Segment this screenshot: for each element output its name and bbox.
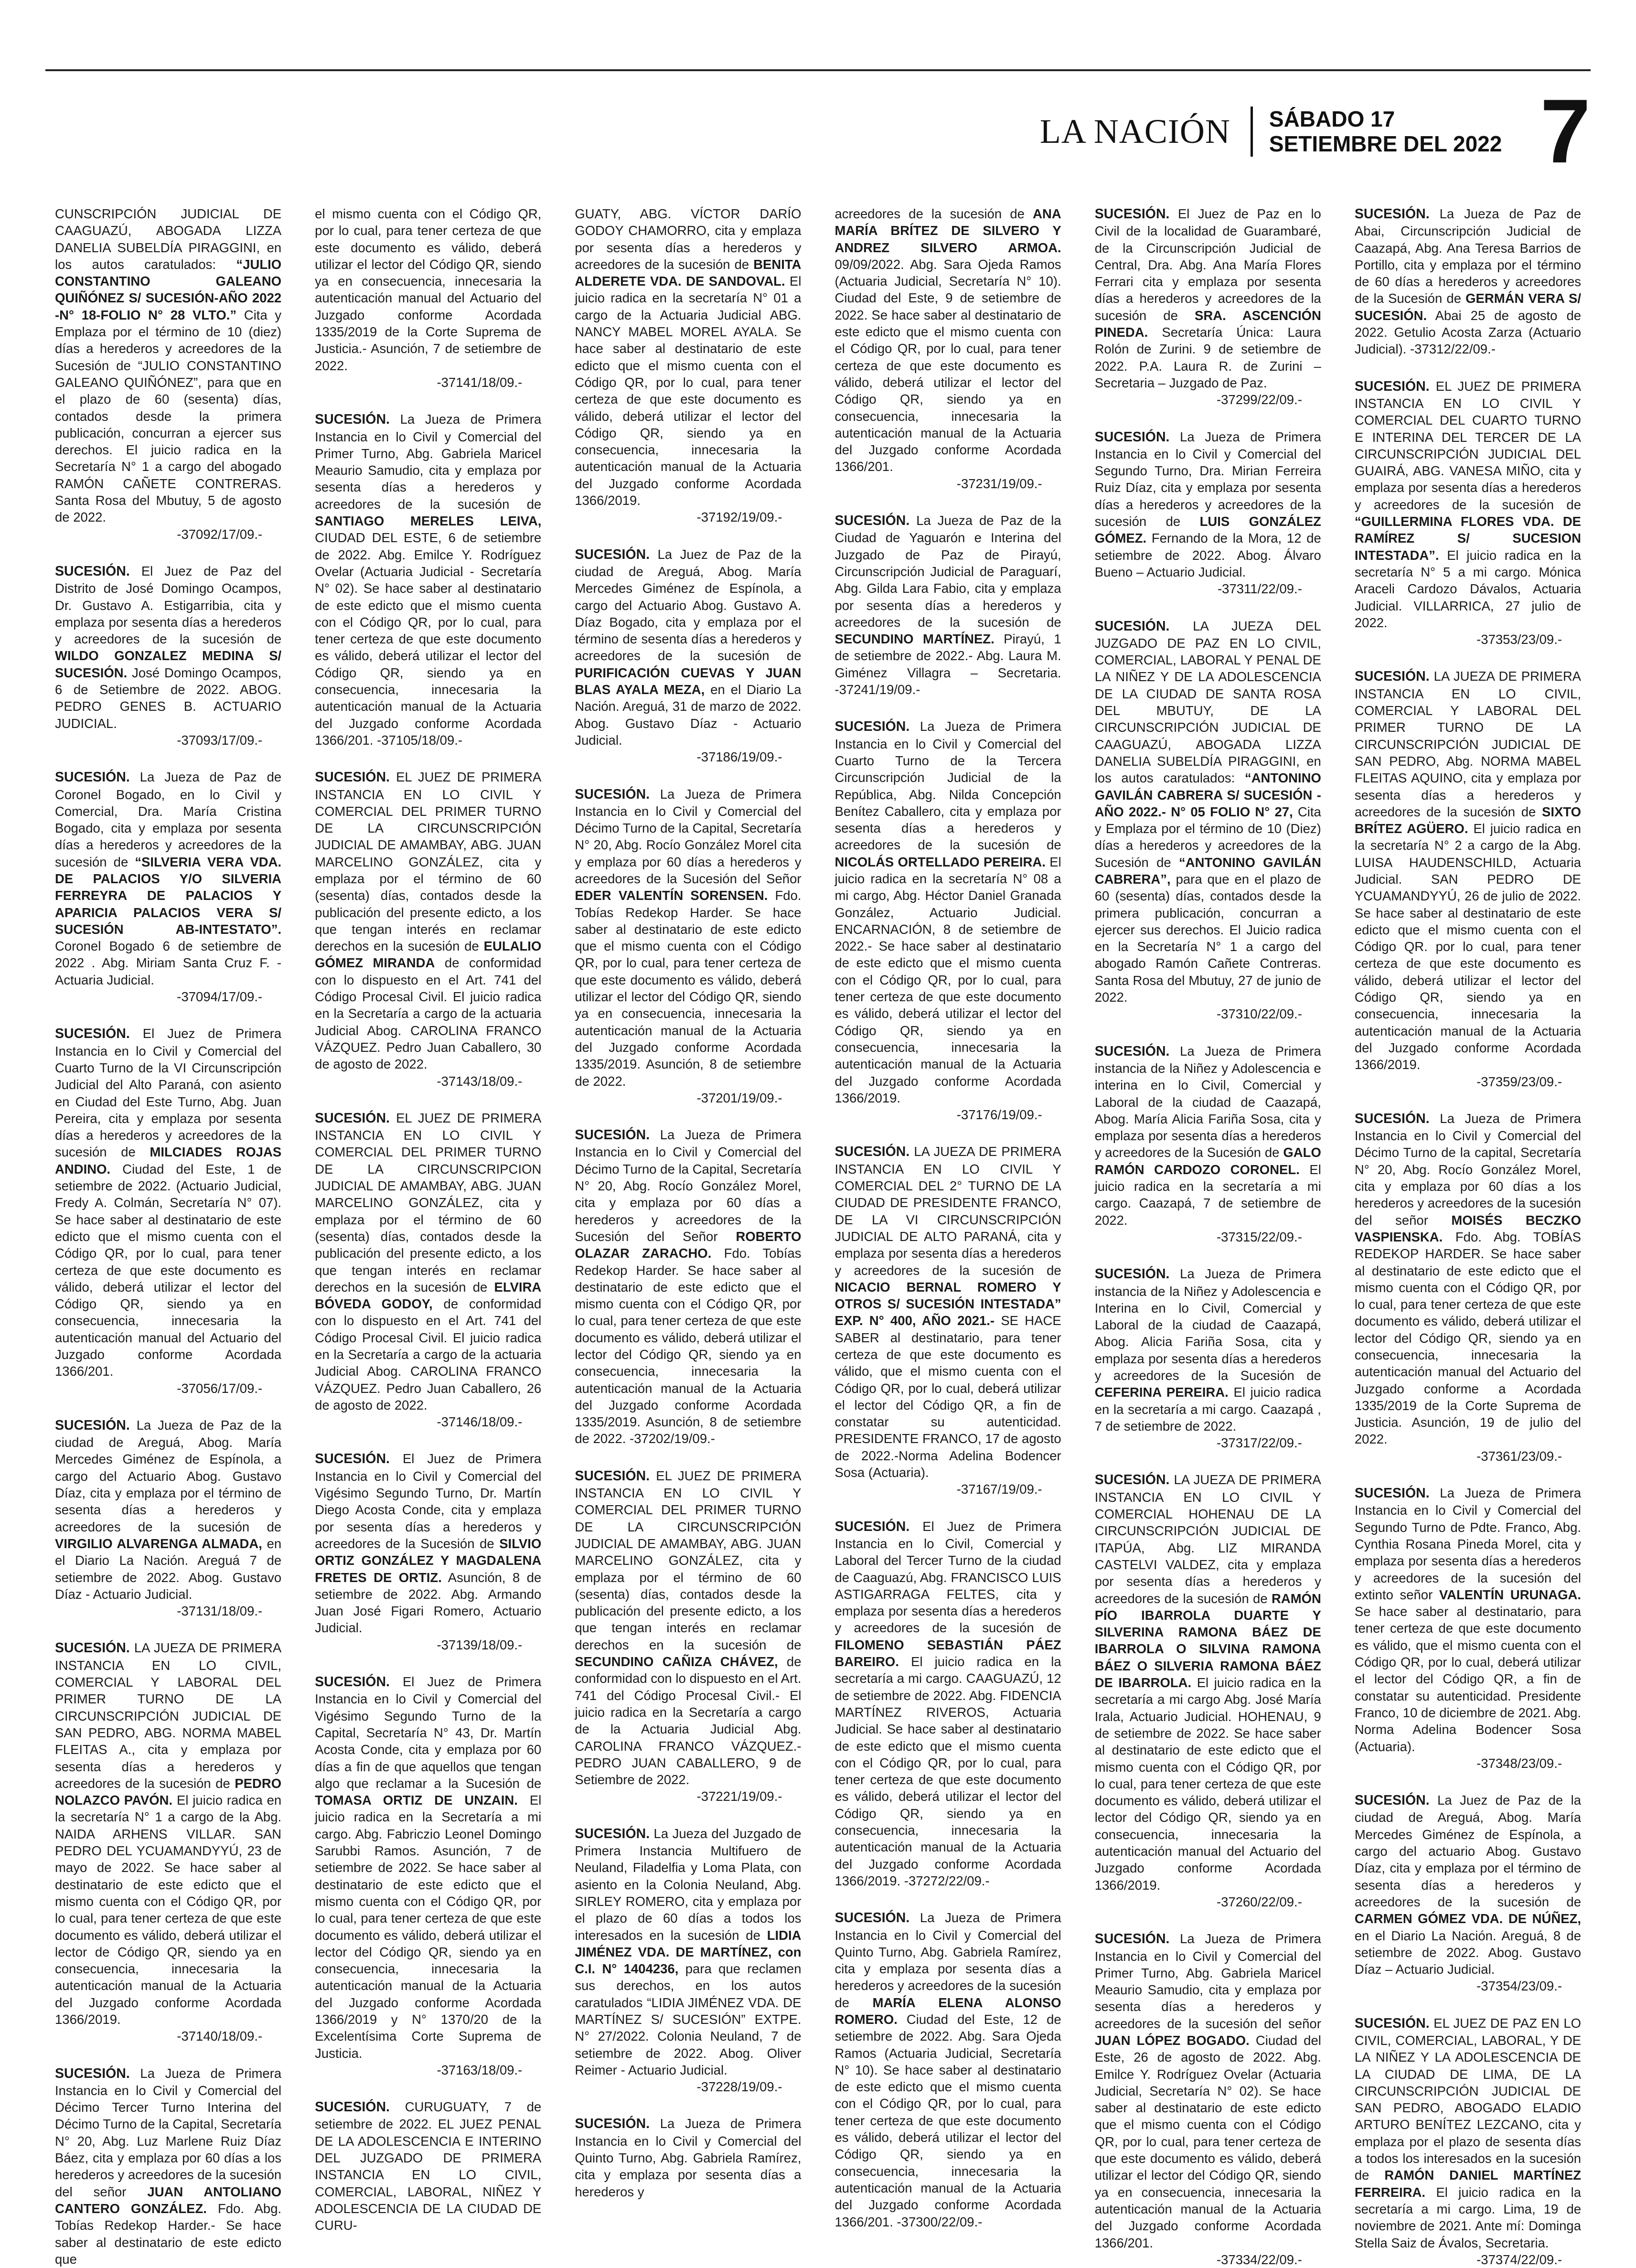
notice-bold-name: ANA MARÍA BRÍTEZ DE SILVERO Y ANDREZ SILVERO ARMOA. [834,206,1061,255]
notice-keyword: SUCESIÓN. [315,412,390,428]
legal-notice [1095,1043,1321,1246]
notice-keyword: SUCESIÓN. [315,770,390,785]
notice-column-2 [315,205,542,2233]
notice-code: -37315/22/09.- [1216,1229,1302,1244]
notice-text: Ciudad del Este, 26 de agosto de 2022. Abg. Emilce Y. Rodríguez Ovelar (Actuaria Judicial, Secretaría N° 02). Se hace saber al destinatario de este edicto que el mismo cuenta con el Código QR, por lo cual, para tener certeza de que este documento es válido, deberá utilizar el lector del Código QR, siendo ya en consecuencia, innecesaria la autenticación manual de la Actuaria del Juzgado conforme Acordada 1366/201. [1094,2033,1321,2250]
notice-code: -37231/19/09.- [956,476,1042,491]
notice-bold-name: TOMASA ORTIZ DE UNZAIN. [315,1793,518,1808]
legal-notice [835,1143,1061,1498]
notice-bold-name: ROBERTO OLAZAR ZARACHO. [575,1229,802,1261]
notice-bold-name: GALO RAMÓN CARDOZO CORONEL. [1094,1145,1321,1177]
notice-code: -37093/17/09.- [177,732,263,748]
notice-bold-name: CARMEN GÓMEZ VDA. DE NÚÑEZ, [1354,1911,1582,1926]
notice-text: El Juez de Primera Instancia en lo Civil y Comercial del Vigésimo Segundo Turno de la Capital, Secretaría N° 43, Dr. Martín Acosta Conde, cita y emplaza por 60 días a fin de que aquellos que tengan algo que reclamar a la Sucesión de [315,1674,542,1791]
notice-text: CIUDAD DEL ESTE, 6 de setiembre de 2022. Abg. Emilce Y. Rodríguez Ovelar (Actuaria Judicial - Secretaría N° 02). Se hace saber al destinatario de este edicto que el mismo cuenta con el Código QR, por lo cual, para tener certeza de que este documento es válido, deberá utilizar el lector del Código QR, siendo ya en consecuencia, innecesaria la autenticación manual de la Actuaria del Juzgado conforme Acordada 1366/201. -37105/18/09.- [315,530,542,748]
notice-text: EL JUEZ DE PAZ EN LO CIVIL, COMERCIAL, LABORAL, Y DE LA NIÑEZ Y LA ADOLESCENCIA DE LA CIUDAD DE LIMA, DE LA CIRCUNSCRIPCIÓN JUDICIAL DE SAN PEDRO, ABOGADO ELADIO ARTURO BENÍTEZ LEZCANO, cita y emplaza por el plazo de sesenta días a todos los interesados en la sucesión de [1354,2015,1582,2183]
notice-bold-name: SIXTO BRÍTEZ AGÜERO. [1354,804,1582,836]
notice-keyword: SUCESIÓN. [315,1451,390,1467]
notice-text: de conformidad con lo dispuesto en el Art. 741 del Código Procesal Civil. El juicio radica en la Secretaría a cargo de la actuaria Judicial Abog. CAROLINA FRANCO VÁZQUEZ. Pedro Juan Caballero, 26 de agosto de 2022. [315,1296,542,1412]
notice-keyword: SUCESIÓN. [834,719,910,735]
notice-bold-name: NICACIO BERNAL ROMERO Y OTROS S/ SUCESIÓN INTESTADA” EXP. N° 400, AÑO 2021.- [834,1279,1061,1328]
notice-code: -37139/18/09.- [437,1637,523,1652]
notice-bold-name: PEDRO NOLAZCO PAVÓN. [55,1776,282,1808]
notice-text: El juicio radica en la secretaría a mi cargo. Lima, 19 de noviembre de 2021. Ante mí: Dominga Stella Saiz de Ávalos, Secretaria. [1354,2184,1582,2250]
notice-text: El Juez de Primera Instancia en lo Civil, Comercial y Laboral del Tercer Turno de la ciudad de Caaguazú, Abg. FRANCISCO LUIS ASTIGARRAGA FELTES, cita y emplaza por sesenta días a herederos y acreedores de la sucesión de [834,1519,1061,1636]
notice-keyword: SUCESIÓN. [55,2065,130,2081]
notice-keyword: SUCESIÓN. [1094,206,1170,222]
legal-notice [1095,205,1321,408]
notice-text: de conformidad con lo dispuesto en el Art. 741 del Código Procesal Civil. El juicio radica en la Secretaría a cargo de la actuaria Judicial Abog. CAROLINA FRANCO VÁZQUEZ. Pedro Juan Caballero, 30 de agosto de 2022. [315,955,542,1072]
notice-text: GUATY, ABG. VÍCTOR DARÍO GODOY CHAMORRO, cita y emplaza por sesenta días a herederos y acreedores de la sucesión de [575,206,802,272]
notice-text: La Jueza del Juzgado de Primera Instancia Multifuero de Neuland, Filadelfia y Loma Plata, con asiento en la Colonia Neuland, Abg. SIRLEY ROMERO, cita y emplaza por el plazo de 60 días a todos los interesados en la sucesión de [575,1826,802,1943]
notice-text: El juicio radica en la secretaría a mi cargo. Caazapá , 7 de setiembre de 2022. [1094,1385,1321,1434]
notice-code: -37260/22/09.- [1216,1894,1302,1909]
notice-text: El juicio radica en la secretaría N° 2 a cargo de la Abg. LUISA HAUDENSCHILD, Actuaria Judicial. SAN PEDRO DE YCUAMANDYYÚ, 26 de julio de 2022. Se hace saber al destinatario de este edicto que el mismo cuenta con el Código QR. por lo cual, para tener certeza de que este documento es válido, deberá utilizar el lector del Código QR, siendo ya en consecuencia, innecesaria la autenticación manual de la Actuaria del Juzgado conforme Acordada 1366/2019. [1354,821,1582,1072]
notice-bold-name: WILDO GONZALEZ MEDINA S/ SUCESIÓN. [55,648,282,680]
notice-text: el mismo cuenta con el Código QR, por lo cual, para tener certeza de que este documento es válido, deberá utilizar el lector del Código QR, siendo ya en consecuencia, innecesaria la autenticación manual del Actuario del Juzgado conforme Acordada 1335/2019 de la Corte Suprema de Justicia.- Asunción, 7 de setiembre de 2022. [315,206,542,373]
notice-text: El Juez de Primera Instancia en lo Civil y Comercial del Vigésimo Segundo Turno, Dr. Martín Diego Acosta Conde, cita y emplaza por sesenta días a herederos y acreedores de la Sucesión de [315,1451,542,1551]
notice-text: acreedores de la sucesión de [834,206,1033,221]
notice-bold-name: SECUNDINO MARTÍNEZ. [834,631,994,647]
notice-text: La Jueza de Primera Instancia en lo Civil y Comercial del Décimo Turno de la Capital, Secretaría N° 20, Abg. Rocío González Morel, cita y emplaza por 60 días a herederos y acreedores de la Sucesión del Señor [575,1127,802,1244]
notice-text: La Jueza de Paz de Coronel Bogado, en lo Civil y Comercial, Dra. María Cristina Bogado, cita y emplaza por sesenta días a herederos y acreedores de la sucesión de [55,770,282,869]
notice-text: El Juez de Paz del Distrito de José Domingo Ocampos, Dr. Gustavo A. Estigarribia, cita y emplaza por sesenta días a herederos y acreedores de la sucesión de [55,563,282,647]
notice-column-3 [575,205,802,2199]
notice-code: -37228/19/09.- [696,2079,782,2095]
legal-notice [315,411,541,749]
notice-text: José Domingo Ocampos, 6 de Setiembre de 2022. ABOG. PEDRO GENES B. ACTUARIO JUDICIAL. [55,665,282,731]
legal-notice [55,1417,281,1620]
legal-notice [835,512,1061,698]
legal-notice [1095,1265,1321,1451]
legal-notice [575,546,801,766]
notice-bold-name: “GUILLERMINA FLORES VDA. DE RAMÍREZ S/ SUCESION INTESTADA”. [1354,514,1582,563]
notice-text: en el Diario La Nación. Areguá 7 de setiembre de 2022. Abog. Gustavo Díaz - Actuario Judicial. [55,1536,282,1602]
notice-bold-name: “JULIO CONSTANTINO GALEANO QUIÑÓNEZ S/ SUCESIÓN-AÑO 2022 -N° 18-FOLIO N° 28 VLTO.” [55,257,282,322]
notice-text: CUNSCRIPCIÓN JUDICIAL DE CAAGUAZÚ, ABOGADA LIZZA DANELIA SUBELDÍA PIRAGGINI, en los autos caratulados: [55,206,282,272]
legal-notice [575,1126,801,1447]
legal-notice [55,1639,281,2044]
notice-bold-name: “ANTONINO GAVILÁN CABRERA”, [1094,855,1321,887]
legal-notice [835,1518,1061,1890]
legal-notice [835,718,1061,1123]
notice-bold-name: CEFERINA PEREIRA. [1094,1385,1229,1400]
notice-bold-name: BENITA ALDERETE VDA. DE SANDOVAL. [575,257,802,289]
notice-code: -37348/23/09.- [1476,1755,1562,1771]
notice-text: Cita y Emplaza por el término de 10 (Diez) días a herederos y acreedores de la Sucesión de [1094,804,1321,870]
notice-text: El juicio radica en la secretaría a mi cargo Abg. José María Irala, Actuario Judicial. HOHENAU, 9 de setiembre de 2022. Se hace saber al destinatario de este edicto que el mismo cuenta con el Código QR, por lo cual, para tener certeza de que este documento es válido, deberá utilizar el lector del Código QR, siendo ya en consecuencia, innecesaria la autenticación manual del Actuario del Juzgado conforme Acordada 1366/2019. [1094,1675,1321,1893]
notice-text: Secretaría Única: Laura Rolón de Zurini. 9 de setiembre de 2022. P.A. Laura R. de Zurini – Secretaria – Juzgado de Paz. [1094,325,1321,390]
notice-bold-name: ELVIRA BÓVEDA GODOY, [315,1279,542,1312]
legal-notice [55,205,281,543]
notice-column-1 [55,205,282,2267]
notice-keyword: SUCESIÓN. [1094,1043,1170,1059]
notice-code: -37299/22/09.- [1216,392,1302,407]
notice-bold-name: LUIS GONZÁLEZ GÓMEZ. [1094,514,1321,546]
notice-keyword: SUCESIÓN. [834,1910,910,1926]
notice-text: CURUGUATY, 7 de setiembre de 2022. EL JUEZ PENAL DE LA ADOLESCENCIA E INTERINO DEL JUZGADO DE PRIMERA INSTANCIA EN LO CIVIL, COMERCIAL, LABORAL, NIÑEZ Y ADOLESCENCIA DE LA CIUDAD DE CURU- [315,2099,542,2233]
notice-text: Pirayú, 1 de setiembre de 2022.- Abg. Laura M. Giménez Villagra – Secretaria. -37241/19/09.- [834,631,1061,697]
notice-text: La Jueza de Primera Instancia en lo Civil y Comercial del Décimo Tercer Turno Interina del Décimo Turno de la Capital, Secretaría N° 20, Abg. Luz Marlene Ruiz Díaz Báez, cita y emplaza por 60 días a los herederos y acreedores de la sucesión del señor [55,2065,282,2199]
notice-keyword: SUCESIÓN. [55,1026,130,1042]
notice-bold-name: VIRGILIO ALVARENGA ALMADA, [55,1536,262,1551]
notice-bold-name: “ANTONINO GAVILÁN CABRERA S/ SUCESIÓN - AÑO 2022.- N° 05 FOLIO N° 27, [1094,770,1321,819]
legal-notice [1095,618,1321,1023]
notice-bold-name: NICOLÁS ORTELLADO PEREIRA. [834,854,1046,869]
notice-keyword: SUCESIÓN. [315,1674,390,1690]
notice-code: -37354/23/09.- [1476,1979,1562,1994]
notice-text: SE HACE SABER al destinatario, para tener certeza de que este documento es válido, que el mismo cuenta con el Código QR, por lo cual, deberá utilizar el lector del Código QR, a fin de constatar su autenticidad. PRESIDENTE FRANCO, 17 de agosto de 2022.-Norma Adelina Bodencer Sosa (Actuaria). [834,1313,1061,1480]
notice-bold-name: SILVIO ORTIZ GONZÁLEZ Y MAGDALENA FRETES DE ORTIZ. [315,1536,542,1585]
notice-code: -37221/19/09.- [696,1789,782,1804]
notice-text: Fdo. Tobías Redekop Harder. Se hace saber al destinatario de este edicto que el mismo cuenta con el Código QR, por lo cual, para tener certeza de que este documento es válido, deberá utilizar el lector del Código QR, siendo ya en consecuencia, innecesaria la autenticación manual de la Actuaria del Juzgado conforme Acordada 1335/2019. Asunción, 8 de setiembre de 2022. [575,888,802,1089]
notice-text: Asunción, 8 de setiembre de 2022. Abg. Armando Juan José Figari Romero, Actuario Judicial. [315,1570,542,1636]
notice-bold-name: JUAN ANTOLIANO CANTERO GONZÁLEZ. [55,2184,282,2216]
notice-code: -37167/19/09.- [956,1482,1042,1497]
notice-text: LA JUEZA DE PRIMERA INSTANCIA EN LO CIVIL, COMERCIAL Y LABORAL DEL PRIMER TURNO DE LA CIRCUNSCRIPCIÓN JUDICIAL DE SAN PEDRO, Abg. NORMA MABEL FLEITAS AQUINO, cita y emplaza por sesenta días a herederos y acreedores de la sucesión de [1354,669,1582,819]
legal-notice [575,786,801,1107]
notice-text: EL JUEZ DE PRIMERA INSTANCIA EN LO CIVIL Y COMERCIAL DEL PRIMER TURNO DE LA CIRCUNSCRIPCIÓN JUDICIAL DE AMAMBAY, ABG. JUAN MARCELINO GONZÁLEZ, cita y emplaza por el término de 60 (sesenta) días, contados desde la publicación del presente edicto, a los que tengan interés en reclamar derechos en la sucesión de [315,770,542,954]
notice-text: para que reclamen sus derechos, en los autos caratulados “LIDIA JIMÉNEZ VDA. DE MARTÍNEZ S/ SUCESIÓN” EXTPE. N° 27/2022. Colonia Neuland, 7 de setiembre de 2022. Abog. Oliver Reimer - Actuario Judicial. [575,1961,802,2077]
notice-keyword: SUCESIÓN. [1094,1472,1170,1488]
notice-text: Abai 25 de agosto de 2022. Getulio Acosta Zarza (Actuario Judicial). -37312/22/09.- [1354,308,1582,357]
notice-text: El juicio radica en la Secretaría a mi cargo. Abg. Fabriczio Leonel Domingo Sarubbi Ramos. Asunción, 7 de setiembre de 2022. Se hace saber al destinatario de este edicto que el mismo cuenta con el Código QR, por lo cual, para tener certeza de que este documento es válido, deberá utilizar el lector del Código QR, siendo ya en consecuencia, innecesaria la autenticación manual de la Actuaria del Juzgado conforme Acordada 1366/2019 y N° 1370/20 de la Excelentísima Corte Suprema de Justicia. [315,1793,542,2061]
notice-keyword: SUCESIÓN. [55,563,130,579]
notice-bold-name: MARÍA ELENA ALONSO ROMERO. [834,1995,1061,2027]
notice-code: -37141/18/09.- [437,374,523,390]
notice-text: La Jueza de Primera instancia de la Niñez y Adolescencia e interina en lo Civil, Comercial y Laboral de la ciudad de Caazapá, Abog. María Alicia Fariña Sosa, cita y emplaza por sesenta días a herederos y acreedores de la Sucesión de [1094,1043,1321,1160]
notice-text: La Juez de Paz de la ciudad de Areguá, Abog. María Mercedes Giménez de Espínola, a cargo del actuario Abog. Gustavo Díaz, cita y emplaza por el término de sesenta días a herederos y acreedores de la sucesión de [1354,1793,1582,1909]
notice-code: -37131/18/09.- [177,1604,263,1619]
notice-text: EL JUEZ DE PRIMERA INSTANCIA EN LO CIVIL Y COMERCIAL DEL CUARTO TURNO E INTERINA DEL TERCER DE LA CIRCUNSCRIPCIÓN JUDICIAL DEL GUAIRÁ, ABG. VANESA MIÑO, cita y emplaza por sesenta días a herederos y acreedores de la sucesión de [1354,378,1582,512]
notice-code: -37192/19/09.- [696,510,782,525]
notice-code: -37310/22/09.- [1216,1006,1302,1022]
notice-text: La Jueza de Paz de la Ciudad de Yaguarón e Interina del Juzgado de Paz de Pirayú, Circunscripción Judicial de Paraguarí, Abg. Gilda Lara Fabio, cita y emplaza por sesenta días a herederos y acreedores de la sucesión de [834,513,1061,630]
notice-keyword: SUCESIÓN. [55,1417,130,1433]
notice-keyword: SUCESIÓN. [1354,669,1430,685]
notice-code: -37163/18/09.- [437,2062,523,2077]
legal-notice [1355,205,1581,358]
notice-text: El juicio radica en la secretaría N° 5 a mi cargo. Mónica Araceli Cardozo Dávalos, Actuaria Judicial. VILLARRICA, 27 julio de 2022. [1354,547,1582,630]
notice-text: Fdo. Abg. TOBÍAS REDEKOP HARDER. Se hace saber al destinatario de este edicto que el mismo cuenta con el Código QR, por lo cual, para tener certeza de que este documento es válido, deberá utilizar el lector del Código QR, siendo ya en consecuencia, innecesaria la autenticación manual del Actuario del Juzgado conforme a Acordada 1335/2019 de la Corte Suprema de Justicia. Asunción, 19 de julio del 2022. [1354,1229,1582,1447]
notice-text: LA JUEZA DEL JUZGADO DE PAZ EN LO CIVIL, COMERCIAL, LABORAL Y PENAL DE LA NIÑEZ Y DE LA ADOLESCENCIA DE LA CIUDAD DE SANTA ROSA DEL MBUTUY, DE LA CIRCUNSCRIPCIÓN JUDICIAL DE CAAGUAZÚ, ABOGADA LIZZA DANELIA SUBELDÍA PIRAGGINI, en los autos caratulados: [1094,618,1321,786]
masthead-divider [1251,107,1253,157]
notice-text: El juicio radica en la secretaría N° 1 a cargo de la Abg. NAIDA ARHENS VILLAR. SAN PEDRO DEL YCUAMANDYYÚ, 23 de mayo de 2022. Se hace saber al destinatario de este edicto que el mismo cuenta con el Código QR, por lo cual, para tener certeza de que este documento es válido, deberá utilizar el lector de Código QR, siendo ya en consecuencia, innecesaria la autenticación manual de la Actuaria del Juzgado conforme Acordada 1366/2019. [55,1793,282,2027]
top-rule [45,69,1591,71]
notice-code: -37317/22/09.- [1216,1435,1302,1451]
legal-notice [575,2115,801,2200]
issue-date [1269,107,1502,156]
notice-text: El juicio radica en la secretaría N° 01 a cargo de la Actuaria Judicial ABG. NANCY MABEL MOREL AYALA. Se hace saber al destinatario de este edicto que el mismo cuenta con el Código QR, por lo cual, para tener certeza de que este documento es válido, deberá utilizar el lector del Código QR, siendo ya en consecuencia, innecesaria la autenticación manual de la Actuaria del Juzgado conforme Acordada 1366/2019. [575,274,802,508]
notice-keyword: SUCESIÓN. [55,770,130,785]
notice-code: -37311/22/09.- [1218,581,1302,597]
notice-text: LA JUEZA DE PRIMERA INSTANCIA EN LO CIVIL Y COMERCIAL HOHENAU DE LA CIRCUNSCRIPCIÓN JUDICIAL DE ITAPÚA, Abg. LIZ MIRANDA CASTELVI VALDEZ, cita y emplaza por sesenta días a herederos y acreedores de la sucesión de [1094,1472,1321,1606]
notice-text: LA JUEZA DE PRIMERA INSTANCIA EN LO CIVIL, COMERCIAL Y LABORAL DEL PRIMER TURNO DE LA CIRCUNSCRIPCIÓN JUDICIAL DE SAN PEDRO, ABG. NORMA MABEL FLEITAS A., cita y emplaza por sesenta días a herederos y acreedores de la sucesión de [55,1640,282,1791]
notice-keyword: SUCESIÓN. [1094,1266,1170,1282]
notice-keyword: SUCESIÓN. [1094,618,1170,634]
notice-code: -37361/23/09.- [1476,1448,1562,1464]
issue-date-day: SÁBADO 17 [1269,107,1395,131]
notice-keyword: SUCESIÓN. [1354,206,1430,222]
notice-code: -37186/19/09.- [696,749,782,765]
notice-text: La Jueza de Primera Instancia en lo Civil y Comercial del Décimo Turno de la capital, Secretaría N° 20, Abg. Rocío González Morel, cita y emplaza por 60 días a los herederos y acreedores de la sucesión del señor [1354,1111,1582,1228]
notice-text: La Jueza de Paz de la ciudad de Areguá, Abog. María Mercedes Giménez de Espínola, a cargo del Actuario Abog. Gustavo Díaz, cita y emplaza por el término de sesenta días a herederos y acreedores de la sucesión de [55,1417,282,1534]
legal-notice [315,205,541,391]
notice-keyword: SUCESIÓN. [1094,429,1170,445]
legal-notice [1355,1792,1581,1995]
legal-notice [1355,1110,1581,1465]
legal-notice [1355,1485,1581,1772]
legal-notices-columns [55,205,1582,2267]
notice-code: -37056/17/09.- [177,1380,263,1396]
notice-text: La Jueza de Primera Instancia en lo Civil y Comercial del Primer Turno, Abg. Gabriela Maricel Meaurio Samudio, cita y emplaza por sesenta días a herederos y acreedores de la sucesión de [315,412,542,512]
notice-code: -37143/18/09.- [437,1073,523,1089]
notice-text: en el Diario La Nación. Areguá, 8 de setiembre de 2022. Abog. Gustavo Díaz – Actuario Judicial. [1354,1928,1582,1977]
notice-bold-name: EULALIO GÓMEZ MIRANDA [315,939,542,971]
notice-bold-name: RAMÓN DANIEL MARTÍNEZ FERREIRA. [1354,2168,1582,2200]
notice-code: -37146/18/09.- [437,1414,523,1430]
notice-text: El juicio radica en la secretaría a mi cargo. Caazapá, 7 de setiembre de 2022. [1094,1162,1321,1228]
notice-text: El juicio radica en la secretaría a mi cargo. CAAGUAZÚ, 12 de setiembre de 2022. Abg. FIDENCIA MARTÍNEZ RIVEROS, Actuaria Judicial. Se hace saber al destinatario de este edicto que el mismo cuenta con el Código QR, por lo cual, para tener certeza de que este documento es válido, deberá utilizar el lector del Código QR, siendo ya en consecuencia, innecesaria la autenticación manual de la Actuaria del Juzgado conforme Acordada 1366/2019. -37272/22/09.- [834,1654,1061,1888]
notice-bold-name: JUAN LÓPEZ BOGADO. [1094,2033,1250,2048]
notice-code: -37374/22/09.- [1476,2252,1562,2267]
notice-bold-name: GERMÁN VERA S/ SUCESIÓN. [1354,291,1582,323]
notice-keyword: SUCESIÓN. [1354,378,1430,394]
notice-bold-name: MILCIADES ROJAS ANDINO. [55,1145,282,1177]
legal-notice [835,205,1061,492]
notice-text: La Juez de Paz de la ciudad de Areguá, Abog. María Mercedes Giménez de Espínola, a cargo del Actuario Abog. Gustavo A. Díaz Bogado, cita y emplaza por el término de sesenta días a herederos y acreedores de la sucesión de [575,546,802,663]
notice-code: -37094/17/09.- [177,989,263,1005]
notice-text: Fdo. Abg. Tobías Redekop Harder.- Se hace saber al destinatario de este edicto que [55,2201,282,2267]
notice-bold-name: PURIFICACIÓN CUEVAS Y JUAN BLAS AYALA MEZA, [575,665,802,697]
notice-keyword: SUCESIÓN. [1354,1111,1430,1126]
newspaper-name: LA NACIÓN [1039,112,1230,150]
notice-keyword: SUCESIÓN. [834,1519,910,1534]
legal-notice [55,563,281,749]
notice-bold-name: VALENTÍN URUNAGA. [1439,1587,1582,1602]
notice-keyword: SUCESIÓN. [1354,1486,1430,1501]
legal-notice [1355,2015,1581,2268]
notice-bold-name: EDER VALENTÍN SORENSEN. [575,888,768,903]
notice-code: -37201/19/09.- [696,1090,782,1105]
notice-text: La Jueza de Primera Instancia en lo Civil y Comercial del Segundo Turno, Dra. Mirian Ferreira Ruiz Díaz, cita y emplaza por sesenta días a herederos y acreedores de la sucesión de [1094,429,1321,529]
notice-code: -37353/23/09.- [1476,632,1562,647]
notice-text: La Jueza de Primera Instancia en lo Civil y Comercial del Quinto Turno, Abg. Gabriela Ramírez, cita y emplaza por sesenta días a herederos y [575,2116,802,2199]
legal-notice [575,1467,801,1805]
notice-text: para que en el plazo de 60 (sesenta) días, contados desde la primera publicación, concurran a ejercer sus derechos. El Juicio radica en la Secretaría N° 1 a cargo del abogado Ramón Cañete Contreras. Santa Rosa del Mbutuy, 27 de junio de 2022. [1094,871,1321,1005]
notice-text: EL JUEZ DE PRIMERA INSTANCIA EN LO CIVIL Y COMERCIAL DEL PRIMER TURNO DE LA CIRCUNSCRIPCION JUDICIAL DE AMAMBAY, ABG. JUAN MARCELINO GONZÁLEZ, cita y emplaza por el término de 60 (sesenta) días, contados desde la publicación del presente edicto, a los que tengan interés en reclamar derechos en la sucesión de [315,1110,542,1294]
notice-text: Fdo. Tobías Redekop Harder. Se hace saber al destinatario de este edicto que el mismo cuenta con el Código QR, por lo cual, para tener certeza de que este documento es válido, deberá utilizar el lector del Código QR, siendo ya en consecuencia, innecesaria la autenticación manual de la Actuaria del Juzgado conforme Acordada 1335/2019. Asunción, 8 de setiembre de 2022. -37202/19/09.- [575,1246,802,1446]
notice-text: en el Diario La Nación. Areguá, 31 de marzo de 2022. Abog. Gustavo Díaz - Actuario Judicial. [575,682,802,748]
legal-notice [55,769,281,1005]
notice-code: -37092/17/09.- [177,526,263,542]
notice-text: El Juez de Paz en lo Civil de la localidad de Guarambaré, de la Circunscripción Judicial de Central, Dra. Abg. Ana María Flores Ferrari cita y emplaza por sesenta días a herederos y acreedores de la sucesión de [1094,206,1321,323]
notice-text: La Jueza de Primera Instancia en lo Civil y Comercial del Primer Turno, Abg. Gabriela Maricel Meaurio Samudio, cita y emplaza por sesenta días a herederos y acreedores de la sucesión del señor [1094,1931,1321,2031]
legal-notice [575,205,801,526]
notice-keyword: SUCESIÓN. [834,1144,910,1160]
notice-text: EL JUEZ DE PRIMERA INSTANCIA EN LO CIVIL Y COMERCIAL DEL PRIMER TURNO DE LA CIRCUNSCRIPCIÓN JUDICIAL DE AMAMBAY, ABG. JUAN MARCELINO GONZÁLEZ, cita y emplaza por el término de 60 (sesenta) días, contados desde la publicación del presente edicto, a los que tengan interés en reclamar derechos en la sucesión de [575,1468,802,1652]
notice-keyword: SUCESIÓN. [315,2099,390,2115]
notice-keyword: SUCESIÓN. [575,1127,650,1143]
notice-bold-name: LIDIA JIMÉNEZ VDA. DE MARTÍNEZ, con C.I. N° 1404236, [575,1927,802,1977]
legal-notice [1355,668,1581,1090]
legal-notice [1095,1930,1321,2268]
notice-code: -37359/23/09.- [1476,1074,1562,1089]
legal-notice [55,2065,281,2268]
notice-code: -37334/22/09.- [1216,2252,1302,2267]
legal-notice [315,1110,541,1431]
legal-notice [315,769,541,1090]
notice-bold-name: FILOMENO SEBASTIÁN PÁEZ BAREIRO. [834,1637,1061,1669]
notice-code: -37176/19/09.- [956,1107,1042,1123]
notice-keyword: SUCESIÓN. [834,513,910,529]
notice-column-6 [1354,205,1582,2267]
notice-text: La Jueza de Primera Instancia en lo Civil y Comercial del Quinto Turno, Abg. Gabriela Ramírez, cita y emplaza por sesenta días a herederos y acreedores de la sucesión de [834,1910,1061,2010]
notice-bold-name: RAMÓN PÍO IBARROLA DUARTE Y SILVERINA RAMONA BÁEZ DE IBARROLA O SILVINA RAMONA BÁEZ O SILVERIA RAMONA BÁEZ DE IBARROLA. [1094,1591,1321,1690]
legal-notice [1095,428,1321,598]
legal-notice [315,1673,541,2078]
notice-text: de conformidad con lo dispuesto en el Art. 741 del Código Procesal Civil.- El juicio radica en la Secretaría a cargo de la Actuaria Judicial Abg. CAROLINA FRANCO VÁZQUEZ.- PEDRO JUAN CABALLERO, 9 de Setiembre de 2022. [575,1654,802,1787]
legal-notice [575,1825,801,2096]
notice-column-5 [1094,205,1321,2267]
page-number: 7 [1540,81,1591,182]
notice-bold-name: SANTIAGO MERELES LEIVA, [315,514,542,529]
legal-notice [315,1450,541,1653]
notice-text: La Jueza de Primera instancia de la Niñez y Adolescencia e Interina en lo Civil, Comercial y Laboral de la ciudad de Caazapá, Abog. Alicia Fariña Sosa, cita y emplaza por sesenta días a herederos y acreedores de la Sucesión de [1094,1266,1321,1383]
notice-keyword: SUCESIÓN. [1094,1931,1170,1947]
notice-keyword: SUCESIÓN. [1354,2015,1430,2031]
notice-keyword: SUCESIÓN. [575,2116,650,2132]
issue-date-month: SETIEMBRE DEL 2022 [1269,131,1502,156]
notice-code: -37140/18/09.- [177,2029,263,2044]
notice-keyword: SUCESIÓN. [575,1468,650,1484]
notice-keyword: SUCESIÓN. [575,1826,650,1841]
notice-text: Ciudad del Este, 1 de setiembre de 2022. (Actuario Judicial, Fredy A. Colmán, Secretaría N° 07). Se hace saber al destinatario de este edicto que el mismo cuenta con el Código QR, por lo cual, para tener certeza de que este documento es válido, deberá utilizar el lector del Código QR, siendo ya en consecuencia, innecesaria la autenticación manual del Actuario del Juzgado conforme Acordada 1366/201. [55,1161,282,1379]
notice-bold-name: SRA. ASCENCIÓN PINEDA. [1094,308,1321,340]
notice-keyword: SUCESIÓN. [315,1110,390,1126]
notice-keyword: SUCESIÓN. [575,546,650,562]
notice-keyword: SUCESIÓN. [1354,1793,1430,1808]
masthead [1039,81,1591,182]
notice-text: Se hace saber al destinatario, para tener certeza de que este documento es válido, que el mismo cuenta con el Código QR, por lo cual, deberá utilizar el lector del Código QR, a fin de constatar su autenticidad. Presidente Franco, 10 de diciembre de 2021. Abg. Norma Adelina Bodencer Sosa (Actuaria). [1354,1604,1582,1754]
notice-bold-name: SECUNDINO CAÑIZA CHÁVEZ, [575,1654,778,1669]
notice-text: El juicio radica en la secretaría N° 08 a mi cargo, Abg. Héctor Daniel Granada González, Actuario Judicial. ENCARNACIÓN, 8 de setiembre de 2022.- Se hace saber al destinatario de este edicto que el mismo cuenta con el Código QR, por lo cual, para tener certeza de que este documento es válido, deberá utilizar el lector del Código QR, siendo ya en consecuencia, innecesaria la autenticación manual de la Actuaria del Juzgado conforme Acordada 1366/2019. [834,854,1061,1105]
legal-notice [835,1909,1061,2230]
legal-notice [55,1025,281,1397]
notice-keyword: SUCESIÓN. [575,786,650,802]
legal-notice [1355,378,1581,648]
notice-text: Coronel Bogado 6 de setiembre de 2022 . Abg. Miriam Santa Cruz F. - Actuaria Judicial. [55,939,282,987]
notice-text: 09/09/2022. Abg. Sara Ojeda Ramos (Actuaria Judicial, Secretaría N° 10). Ciudad del Este, 9 de setiembre de 2022. Se hace saber al destinatario de este edicto que el mismo cuenta con el Código QR, por lo cual, para tener certeza de que este documento es válido, deberá utilizar el lector del Código QR, siendo ya en consecuencia, innecesaria la autenticación manual de la Actuaria del Juzgado conforme Acordada 1366/201. [834,257,1061,474]
notice-text: El Juez de Primera Instancia en lo Civil y Comercial del Cuarto Turno de la VI Circunscripción Judicial del Alto Paraná, con asiento en Ciudad del Este Turno, Abg. Juan Pereira, cita y emplaza por sesenta días a herederos y acreedores de la sucesión de [55,1026,282,1160]
notice-text: La Jueza de Primera Instancia en lo Civil y Comercial del Décimo Turno de la Capital, Secretaría N° 20, Abg. Rocío González Morel cita y emplaza por 60 días a herederos y acreedores de la Sucesión del Señor [575,786,802,886]
legal-notice [1095,1471,1321,1910]
legal-notice [315,2098,541,2234]
notice-keyword: SUCESIÓN. [55,1640,130,1656]
notice-text: Ciudad del Este, 12 de setiembre de 2022. Abg. Sara Ojeda Ramos (Actuaria Judicial, Secretaría N° 10). Se hace saber al destinatario de este edicto que el mismo cuenta con el Código QR, por lo cual, para tener certeza de que este documento es válido, deberá utilizar el lector del Código QR, siendo ya en consecuencia, innecesaria la autenticación manual de la Actuaria del Juzgado conforme Acordada 1366/201. -37300/22/09.- [834,2011,1061,2229]
notice-column-4 [834,205,1061,2229]
notice-bold-name: MOISÉS BECZKO VASPIENSKA. [1354,1212,1582,1244]
notice-text: Cita y Emplaza por el término de 10 (diez) días a herederos y acreedores de la Sucesión de “JULIO CONSTANTINO GALEANO QUIÑÓNEZ”, para que en el plazo de 60 (sesenta) días, contados desde la primera publicación, concurran a ejercer sus derechos. El juicio radica en la Secretaría N° 1 a cargo del abogado RAMÓN CAÑETE CONTRERAS. Santa Rosa del Mbutuy, 5 de agosto de 2022. [55,307,282,525]
notice-text: La Jueza de Primera Instancia en lo Civil y Comercial del Cuarto Turno de la Tercera Circunscripción Judicial de la República, Abg. Nilda Concepción Benítez Caballero, cita y emplaza por sesenta días a herederos y acreedores de la sucesión de [834,719,1061,853]
notice-bold-name: “SILVERIA VERA VDA. DE PALACIOS Y/O SILVERIA FERREYRA DE PALACIOS Y APARICIA PALACIOS VERA S/ SUCESIÓN AB-INTESTATO”. [55,854,282,937]
notice-text: La Jueza de Paz de Abai, Circunscripción Judicial de Caazapá, Abg. Ana Teresa Barrios de Portillo, cita y emplaza por el término de 60 días a herederos y acreedores de la Sucesión de [1354,206,1582,306]
notice-text: La Jueza de Primera Instancia en lo Civil y Comercial del Segundo Turno de Pdte. Franco, Abg. Cynthia Rosana Pineda Morel, cita y emplaza por sesenta días a herederos y acreedores de la sucesión del extinto señor [1354,1486,1582,1602]
notice-text: Fernando de la Mora, 12 de setiembre de 2022. Abog. Álvaro Bueno – Actuario Judicial. [1094,531,1321,579]
notice-text: LA JUEZA DE PRIMERA INSTANCIA EN LO CIVIL Y COMERCIAL DEL 2° TURNO DE LA CIUDAD DE PRESIDENTE FRANCO, DE LA VI CIRCUNSCRIPCIÓN JUDICIAL DE ALTO PARANÁ, cita y emplaza por sesenta días a herederos y acreedores de la sucesión de [834,1144,1061,1278]
